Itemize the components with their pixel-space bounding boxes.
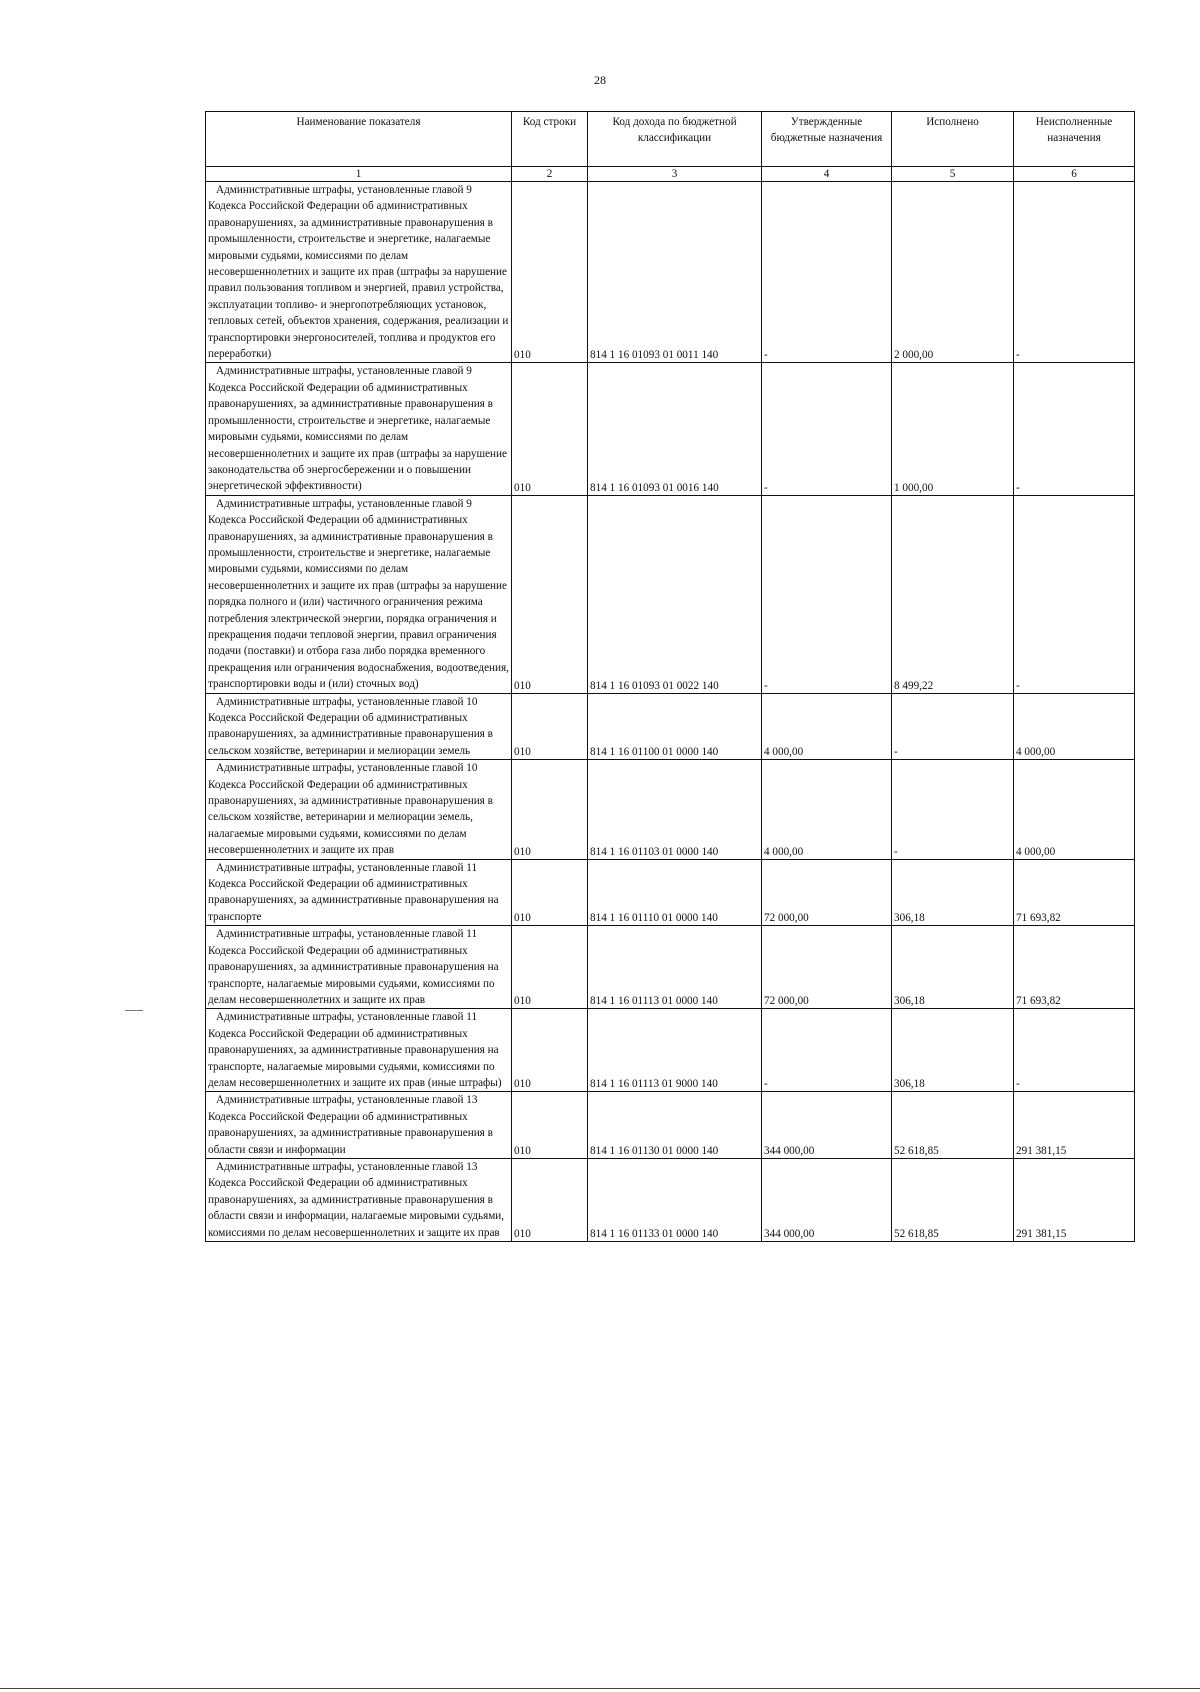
line-code: 010: [512, 1092, 588, 1159]
indicator-name: Административные штрафы, установленные главой 13 Кодекса Российской Федерации об административных правонарушениях, за административные правонарушения в области связи и информации: [206, 1092, 512, 1159]
header-income-code: Код дохода по бюджетной классификации: [588, 112, 762, 167]
approved-amount: 72 000,00: [762, 926, 892, 1009]
table-row: [206, 1092, 1135, 1159]
income-code: 814 1 16 01130 01 0000 140: [588, 1092, 762, 1159]
executed-amount: 52 618,85: [892, 1158, 1014, 1241]
indicator-name: Административные штрафы, установленные главой 9 Кодекса Российской Федерации об административных правонарушениях, за административные правонарушения в промышленности, строительстве и энергетике, налагаемые мировыми судьями, комиссиями по делам несовершеннолетних и защите их прав (штрафы за нарушение правил пользования топливом и энергией, правил устройства, эксплуатации топливо- и энергопотребляющих установок, тепловых сетей, объектов хранения, содержания, реализации и транспортировки энергоносителей, топлива и продуктов его переработки): [206, 182, 512, 363]
column-number: 4: [762, 167, 892, 182]
indicator-name: Административные штрафы, установленные главой 9 Кодекса Российской Федерации об административных правонарушениях, за административные правонарушения в промышленности, строительстве и энергетике, налагаемые мировыми судьями, комиссиями по делам несовершеннолетних и защите их прав (штрафы за нарушение порядка полного и (или) частичного ограничения режима потребления электрической энергии, порядка ограничения и прекращения подачи тепловой энергии, правил ограничения подачи (поставки) и отбора газа либо порядка временного прекращения или ограничения водоснабжения, водоотведения, транспортировки воды и (или) сточных вод): [206, 495, 512, 693]
approved-amount: -: [762, 1009, 892, 1092]
indicator-name: Административные штрафы, установленные главой 10 Кодекса Российской Федерации об административных правонарушениях, за административные правонарушения в сельском хозяйстве, ветеринарии и мелиорации земель, налагаемые мировыми судьями, комиссиями по делам несовершеннолетних и защите их прав: [206, 760, 512, 859]
table-row: [206, 182, 1135, 363]
column-number: 2: [512, 167, 588, 182]
line-code: 010: [512, 1158, 588, 1241]
column-number: 3: [588, 167, 762, 182]
line-code: 010: [512, 495, 588, 693]
unexecuted-amount: 4 000,00: [1014, 693, 1135, 760]
column-number: 1: [206, 167, 512, 182]
executed-amount: 2 000,00: [892, 182, 1014, 363]
column-number-row: [206, 167, 1135, 182]
income-code: 814 1 16 01133 01 0000 140: [588, 1158, 762, 1241]
table-row: [206, 1009, 1135, 1092]
scan-bottom-rule: [0, 1688, 1200, 1689]
header-unexecuted: Неисполненные назначения: [1014, 112, 1135, 167]
page-number: 28: [594, 73, 606, 87]
approved-amount: 4 000,00: [762, 693, 892, 760]
approved-amount: 4 000,00: [762, 760, 892, 859]
line-code: 010: [512, 693, 588, 760]
revenue-table: [205, 111, 1135, 1242]
income-code: 814 1 16 01113 01 0000 140: [588, 926, 762, 1009]
income-code: 814 1 16 01093 01 0022 140: [588, 495, 762, 693]
indicator-name: Административные штрафы, установленные главой 11 Кодекса Российской Федерации об административных правонарушениях, за административные правонарушения на транспорте, налагаемые мировыми судьями, комиссиями по делам несовершеннолетних и защите их прав: [206, 926, 512, 1009]
table-row: [206, 760, 1135, 859]
header-executed: Исполнено: [892, 112, 1014, 167]
executed-amount: 306,18: [892, 926, 1014, 1009]
approved-amount: -: [762, 495, 892, 693]
line-code: 010: [512, 760, 588, 859]
approved-amount: -: [762, 182, 892, 363]
header-approved: Утвержденные бюджетные назначения: [762, 112, 892, 167]
approved-amount: -: [762, 363, 892, 495]
approved-amount: 344 000,00: [762, 1158, 892, 1241]
income-code: 814 1 16 01093 01 0011 140: [588, 182, 762, 363]
income-code: 814 1 16 01110 01 0000 140: [588, 859, 762, 926]
executed-amount: -: [892, 693, 1014, 760]
unexecuted-amount: -: [1014, 495, 1135, 693]
scan-margin-mark: [125, 1010, 143, 1011]
unexecuted-amount: 291 381,15: [1014, 1158, 1135, 1241]
table-row: [206, 859, 1135, 926]
income-code: 814 1 16 01100 01 0000 140: [588, 693, 762, 760]
income-code: 814 1 16 01093 01 0016 140: [588, 363, 762, 495]
header-line-code: Код строки: [512, 112, 588, 167]
indicator-name: Административные штрафы, установленные главой 11 Кодекса Российской Федерации об административных правонарушениях, за административные правонарушения на транспорте: [206, 859, 512, 926]
table-header-row: [206, 112, 1135, 167]
income-code: 814 1 16 01113 01 9000 140: [588, 1009, 762, 1092]
indicator-name: Административные штрафы, установленные главой 11 Кодекса Российской Федерации об административных правонарушениях, за административные правонарушения на транспорте, налагаемые мировыми судьями, комиссиями по делам несовершеннолетних и защите их прав (иные штрафы): [206, 1009, 512, 1092]
income-code: 814 1 16 01103 01 0000 140: [588, 760, 762, 859]
header-indicator-name: Наименование показателя: [206, 112, 512, 167]
executed-amount: 8 499,22: [892, 495, 1014, 693]
table-row: [206, 363, 1135, 495]
line-code: 010: [512, 363, 588, 495]
unexecuted-amount: 71 693,82: [1014, 859, 1135, 926]
table-row: [206, 926, 1135, 1009]
unexecuted-amount: 71 693,82: [1014, 926, 1135, 1009]
executed-amount: -: [892, 760, 1014, 859]
unexecuted-amount: -: [1014, 363, 1135, 495]
executed-amount: 52 618,85: [892, 1092, 1014, 1159]
column-number: 5: [892, 167, 1014, 182]
indicator-name: Административные штрафы, установленные главой 13 Кодекса Российской Федерации об административных правонарушениях, за административные правонарушения в области связи и информации, налагаемые мировыми судьями, комиссиями по делам несовершеннолетних и защите их прав: [206, 1158, 512, 1241]
table-row: [206, 1158, 1135, 1241]
unexecuted-amount: -: [1014, 1009, 1135, 1092]
line-code: 010: [512, 1009, 588, 1092]
line-code: 010: [512, 859, 588, 926]
approved-amount: 344 000,00: [762, 1092, 892, 1159]
table-row: [206, 495, 1135, 693]
approved-amount: 72 000,00: [762, 859, 892, 926]
table-row: [206, 693, 1135, 760]
executed-amount: 306,18: [892, 1009, 1014, 1092]
column-number: 6: [1014, 167, 1135, 182]
line-code: 010: [512, 926, 588, 1009]
line-code: 010: [512, 182, 588, 363]
indicator-name: Административные штрафы, установленные главой 10 Кодекса Российской Федерации об административных правонарушениях, за административные правонарушения в сельском хозяйстве, ветеринарии и мелиорации земель: [206, 693, 512, 760]
unexecuted-amount: -: [1014, 182, 1135, 363]
unexecuted-amount: 4 000,00: [1014, 760, 1135, 859]
indicator-name: Административные штрафы, установленные главой 9 Кодекса Российской Федерации об административных правонарушениях, за административные правонарушения в промышленности, строительстве и энергетике, налагаемые мировыми судьями, комиссиями по делам несовершеннолетних и защите их прав (штрафы за нарушение законодательства об энергосбережении и о повышении энергетической эффективности): [206, 363, 512, 495]
executed-amount: 1 000,00: [892, 363, 1014, 495]
unexecuted-amount: 291 381,15: [1014, 1092, 1135, 1159]
executed-amount: 306,18: [892, 859, 1014, 926]
